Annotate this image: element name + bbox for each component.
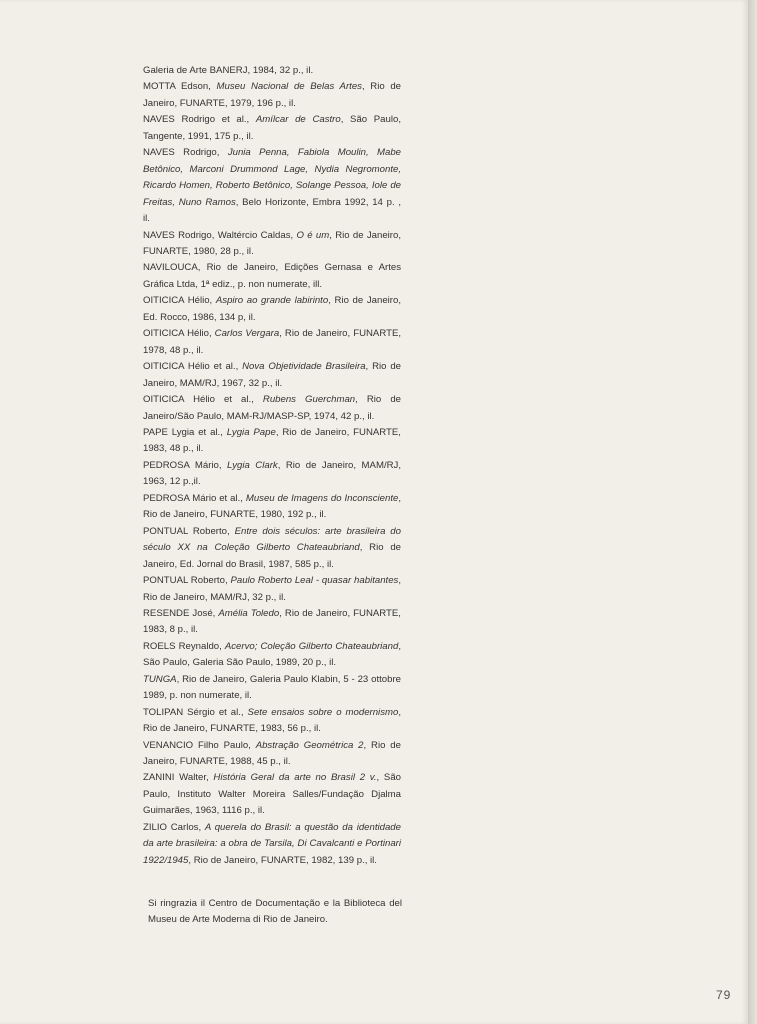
bib-entry: NAVES Rodrigo, Junia Penna, Fabiola Moulin, Mabe Betônico, Marconi Drummond Lage, Nydia Negromonte, Ricardo Homen, Roberto Betônico, Solange Pessoa, Iole de Freitas, Nuno Ramos, Belo Horizonte, Embra 1992, 14 p. , il.	[143, 147, 402, 225]
bib-entry: PEDROSA Mário et al., Museu de Imagens do Inconsciente, Rio de Janeiro, FUNARTE, 1980, 192 p., il.	[143, 492, 401, 521]
bib-entry: PAPE Lygia et al., Lygia Pape, Rio de Janeiro, FUNARTE, 1983, 48 p., il.	[143, 426, 401, 455]
bib-entry: NAVES Rodrigo, Waltércio Caldas, O é um, Rio de Janeiro, FUNARTE, 1980, 28 p., il.	[143, 229, 402, 257]
bib-entry: Galeria de Arte BANERJ, 1984, 32 p., il.	[143, 65, 314, 76]
bib-entry: PONTUAL Roberto, Paulo Roberto Leal - quasar habitantes, Rio de Janeiro, MAM/RJ, 32 p., il.	[143, 575, 402, 603]
bib-entry: NAVES Rodrigo et al., Amílcar de Castro, São Paulo, Tangente, 1991, 175 p., il.	[143, 114, 401, 142]
bib-entry: RESENDE José, Amélia Toledo, Rio de Janeiro, FUNARTE, 1983, 8 p., il.	[143, 607, 401, 636]
bib-entry: TUNGA, Rio de Janeiro, Galeria Paulo Klabin, 5 - 23 ottobre 1989, p. non numerate, il.	[143, 673, 401, 702]
acknowledgement: Si ringrazia il Centro de Documentação e la Biblioteca del Museu de Arte Moderna di Rio de Janeiro.	[148, 898, 402, 926]
bib-entry: NAVILOUCA, Rio de Janeiro, Edições Gernasa e Artes Gráfica Ltda, 1ª ediz., p. non numerate, ill.	[143, 262, 401, 290]
bib-entry: OITICICA Hélio, Carlos Vergara, Rio de Janeiro, FUNARTE, 1978, 48 p., il.	[143, 328, 402, 356]
page-number: 79	[716, 988, 732, 1002]
bib-entry: OITICICA Hélio et al., Rubens Guerchman, Rio de Janeiro/São Paulo, MAM-RJ/MASP-SP, 1974, 42 p., il.	[143, 394, 401, 422]
page-edge	[748, 0, 757, 1024]
bib-entry: OITICICA Hélio, Aspiro ao grande labirinto, Rio de Janeiro, Ed. Rocco, 1986, 134 p, il.	[143, 295, 402, 323]
bib-entry: ROELS Reynaldo, Acervo; Coleção Gilberto Chateaubriand, São Paulo, Galeria São Paulo, 1989, 20 p., il.	[143, 640, 401, 669]
bib-entry: ZANINI Walter, História Geral da arte no Brasil 2 v., São Paulo, Instituto Walter Moreira Salles/Fundação Djalma Guimarães, 1963, 1116 p., il.	[143, 772, 401, 817]
bib-entry: MOTTA Edson, Museu Nacional de Belas Artes, Rio de Janeiro, FUNARTE, 1979, 196 p., il.	[143, 81, 402, 109]
bib-entry: PONTUAL Roberto, Entre dois séculos: arte brasileira do século XX na Coleção Gilberto Chateaubriand, Rio de Janeiro, Ed. Jornal do Brasil, 1987, 585 p., il.	[143, 525, 401, 570]
bib-entry: VENANCIO Filho Paulo, Abstração Geométrica 2, Rio de Janeiro, FUNARTE, 1988, 45 p., il.	[143, 739, 401, 768]
bib-entry: TOLIPAN Sérgio et al., Sete ensaios sobre o modernismo, Rio de Janeiro, FUNARTE, 1983, 56 p., il.	[143, 706, 401, 735]
bib-entry: OITICICA Hélio et al., Nova Objetividade Brasileira, Rio de Janeiro, MAM/RJ, 1967, 32 p., il.	[143, 361, 401, 389]
bib-entry: ZILIO Carlos, A querela do Brasil: a questão da identidade da arte brasileira: a obra de Tarsila, Di Cavalcanti e Portinari 1922/1945, Rio de Janeiro, FUNARTE, 1982, 139 p., il.	[143, 821, 401, 866]
bib-entry: PEDROSA Mário, Lygia Clark, Rio de Janeiro, MAM/RJ, 1963, 12 p.,il.	[143, 459, 401, 488]
bibliography-list	[143, 63, 401, 869]
